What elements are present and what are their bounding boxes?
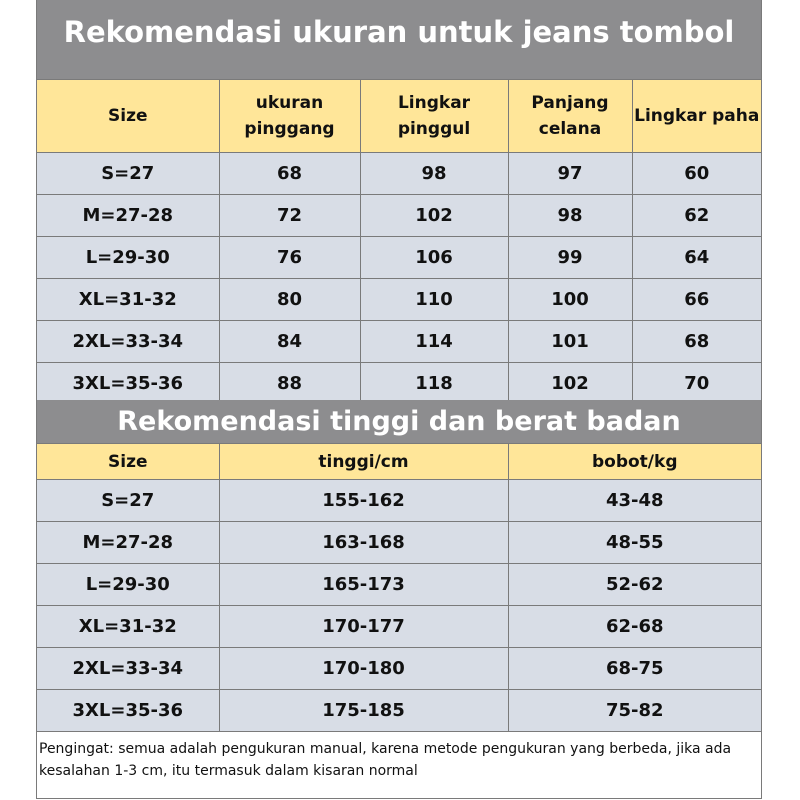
cell-thigh: 62 — [632, 195, 761, 237]
cell-waist: 88 — [219, 363, 360, 405]
table-row — [37, 321, 761, 363]
table-row — [37, 648, 761, 690]
cell-hip: 110 — [360, 279, 508, 321]
table-row — [37, 153, 761, 195]
size-table — [37, 79, 761, 405]
header-size: Size — [37, 80, 219, 153]
cell-thigh: 64 — [632, 237, 761, 279]
cell-size: M=27-28 — [37, 522, 219, 564]
cell-length: 97 — [508, 153, 632, 195]
table-row — [37, 195, 761, 237]
cell-size: 2XL=33-34 — [37, 648, 219, 690]
header-length: Panjang celana — [508, 80, 632, 153]
header-waist: ukuran pinggang — [219, 80, 360, 153]
header-hip: Lingkar pinggul — [360, 80, 508, 153]
cell-size: S=27 — [37, 480, 219, 522]
cell-height: 175-185 — [219, 690, 508, 732]
cell-size: L=29-30 — [37, 564, 219, 606]
cell-length: 99 — [508, 237, 632, 279]
cell-hip: 114 — [360, 321, 508, 363]
cell-hip: 102 — [360, 195, 508, 237]
cell-waist: 84 — [219, 321, 360, 363]
cell-weight: 52-62 — [508, 564, 761, 606]
cell-thigh: 66 — [632, 279, 761, 321]
cell-height: 155-162 — [219, 480, 508, 522]
table-row — [37, 690, 761, 732]
cell-length: 102 — [508, 363, 632, 405]
cell-length: 100 — [508, 279, 632, 321]
cell-waist: 72 — [219, 195, 360, 237]
cell-height: 163-168 — [219, 522, 508, 564]
cell-waist: 68 — [219, 153, 360, 195]
cell-waist: 80 — [219, 279, 360, 321]
cell-size: 2XL=33-34 — [37, 321, 219, 363]
cell-hip: 118 — [360, 363, 508, 405]
header-size: Size — [37, 444, 219, 480]
table-row — [37, 522, 761, 564]
header-weight: bobot/kg — [508, 444, 761, 480]
table-row — [37, 480, 761, 522]
measurement-note: Pengingat: semua adalah pengukuran manual, karena metode pengukuran yang berbeda, jika ada kesalahan 1-3 cm, itu termasuk dalam kisaran normal — [39, 741, 732, 779]
cell-waist: 76 — [219, 237, 360, 279]
cell-height: 165-173 — [219, 564, 508, 606]
cell-length: 98 — [508, 195, 632, 237]
header-height: tinggi/cm — [219, 444, 508, 480]
table-row — [37, 237, 761, 279]
cell-weight: 75-82 — [508, 690, 761, 732]
table-row — [37, 363, 761, 405]
cell-size: 3XL=35-36 — [37, 690, 219, 732]
cell-thigh: 68 — [632, 321, 761, 363]
cell-size: L=29-30 — [37, 237, 219, 279]
cell-size: S=27 — [37, 153, 219, 195]
table-row — [37, 606, 761, 648]
cell-thigh: 70 — [632, 363, 761, 405]
body-table — [37, 443, 761, 732]
cell-thigh: 60 — [632, 153, 761, 195]
table-row — [37, 279, 761, 321]
cell-weight: 68-75 — [508, 648, 761, 690]
size-table-header-row — [37, 80, 761, 153]
table-row — [37, 564, 761, 606]
cell-length: 101 — [508, 321, 632, 363]
cell-weight: 43-48 — [508, 480, 761, 522]
cell-height: 170-180 — [219, 648, 508, 690]
cell-size: 3XL=35-36 — [37, 363, 219, 405]
cell-weight: 48-55 — [508, 522, 761, 564]
cell-weight: 62-68 — [508, 606, 761, 648]
body-table-title: Rekomendasi tinggi dan berat badan — [37, 400, 761, 444]
cell-size: M=27-28 — [37, 195, 219, 237]
size-chart — [36, 0, 762, 799]
size-table-title: Rekomendasi ukuran untuk jeans tombol — [37, 0, 761, 80]
cell-hip: 98 — [360, 153, 508, 195]
cell-hip: 106 — [360, 237, 508, 279]
cell-size: XL=31-32 — [37, 606, 219, 648]
cell-height: 170-177 — [219, 606, 508, 648]
body-table-header-row — [37, 444, 761, 480]
header-thigh: Lingkar paha — [632, 80, 761, 153]
cell-size: XL=31-32 — [37, 279, 219, 321]
